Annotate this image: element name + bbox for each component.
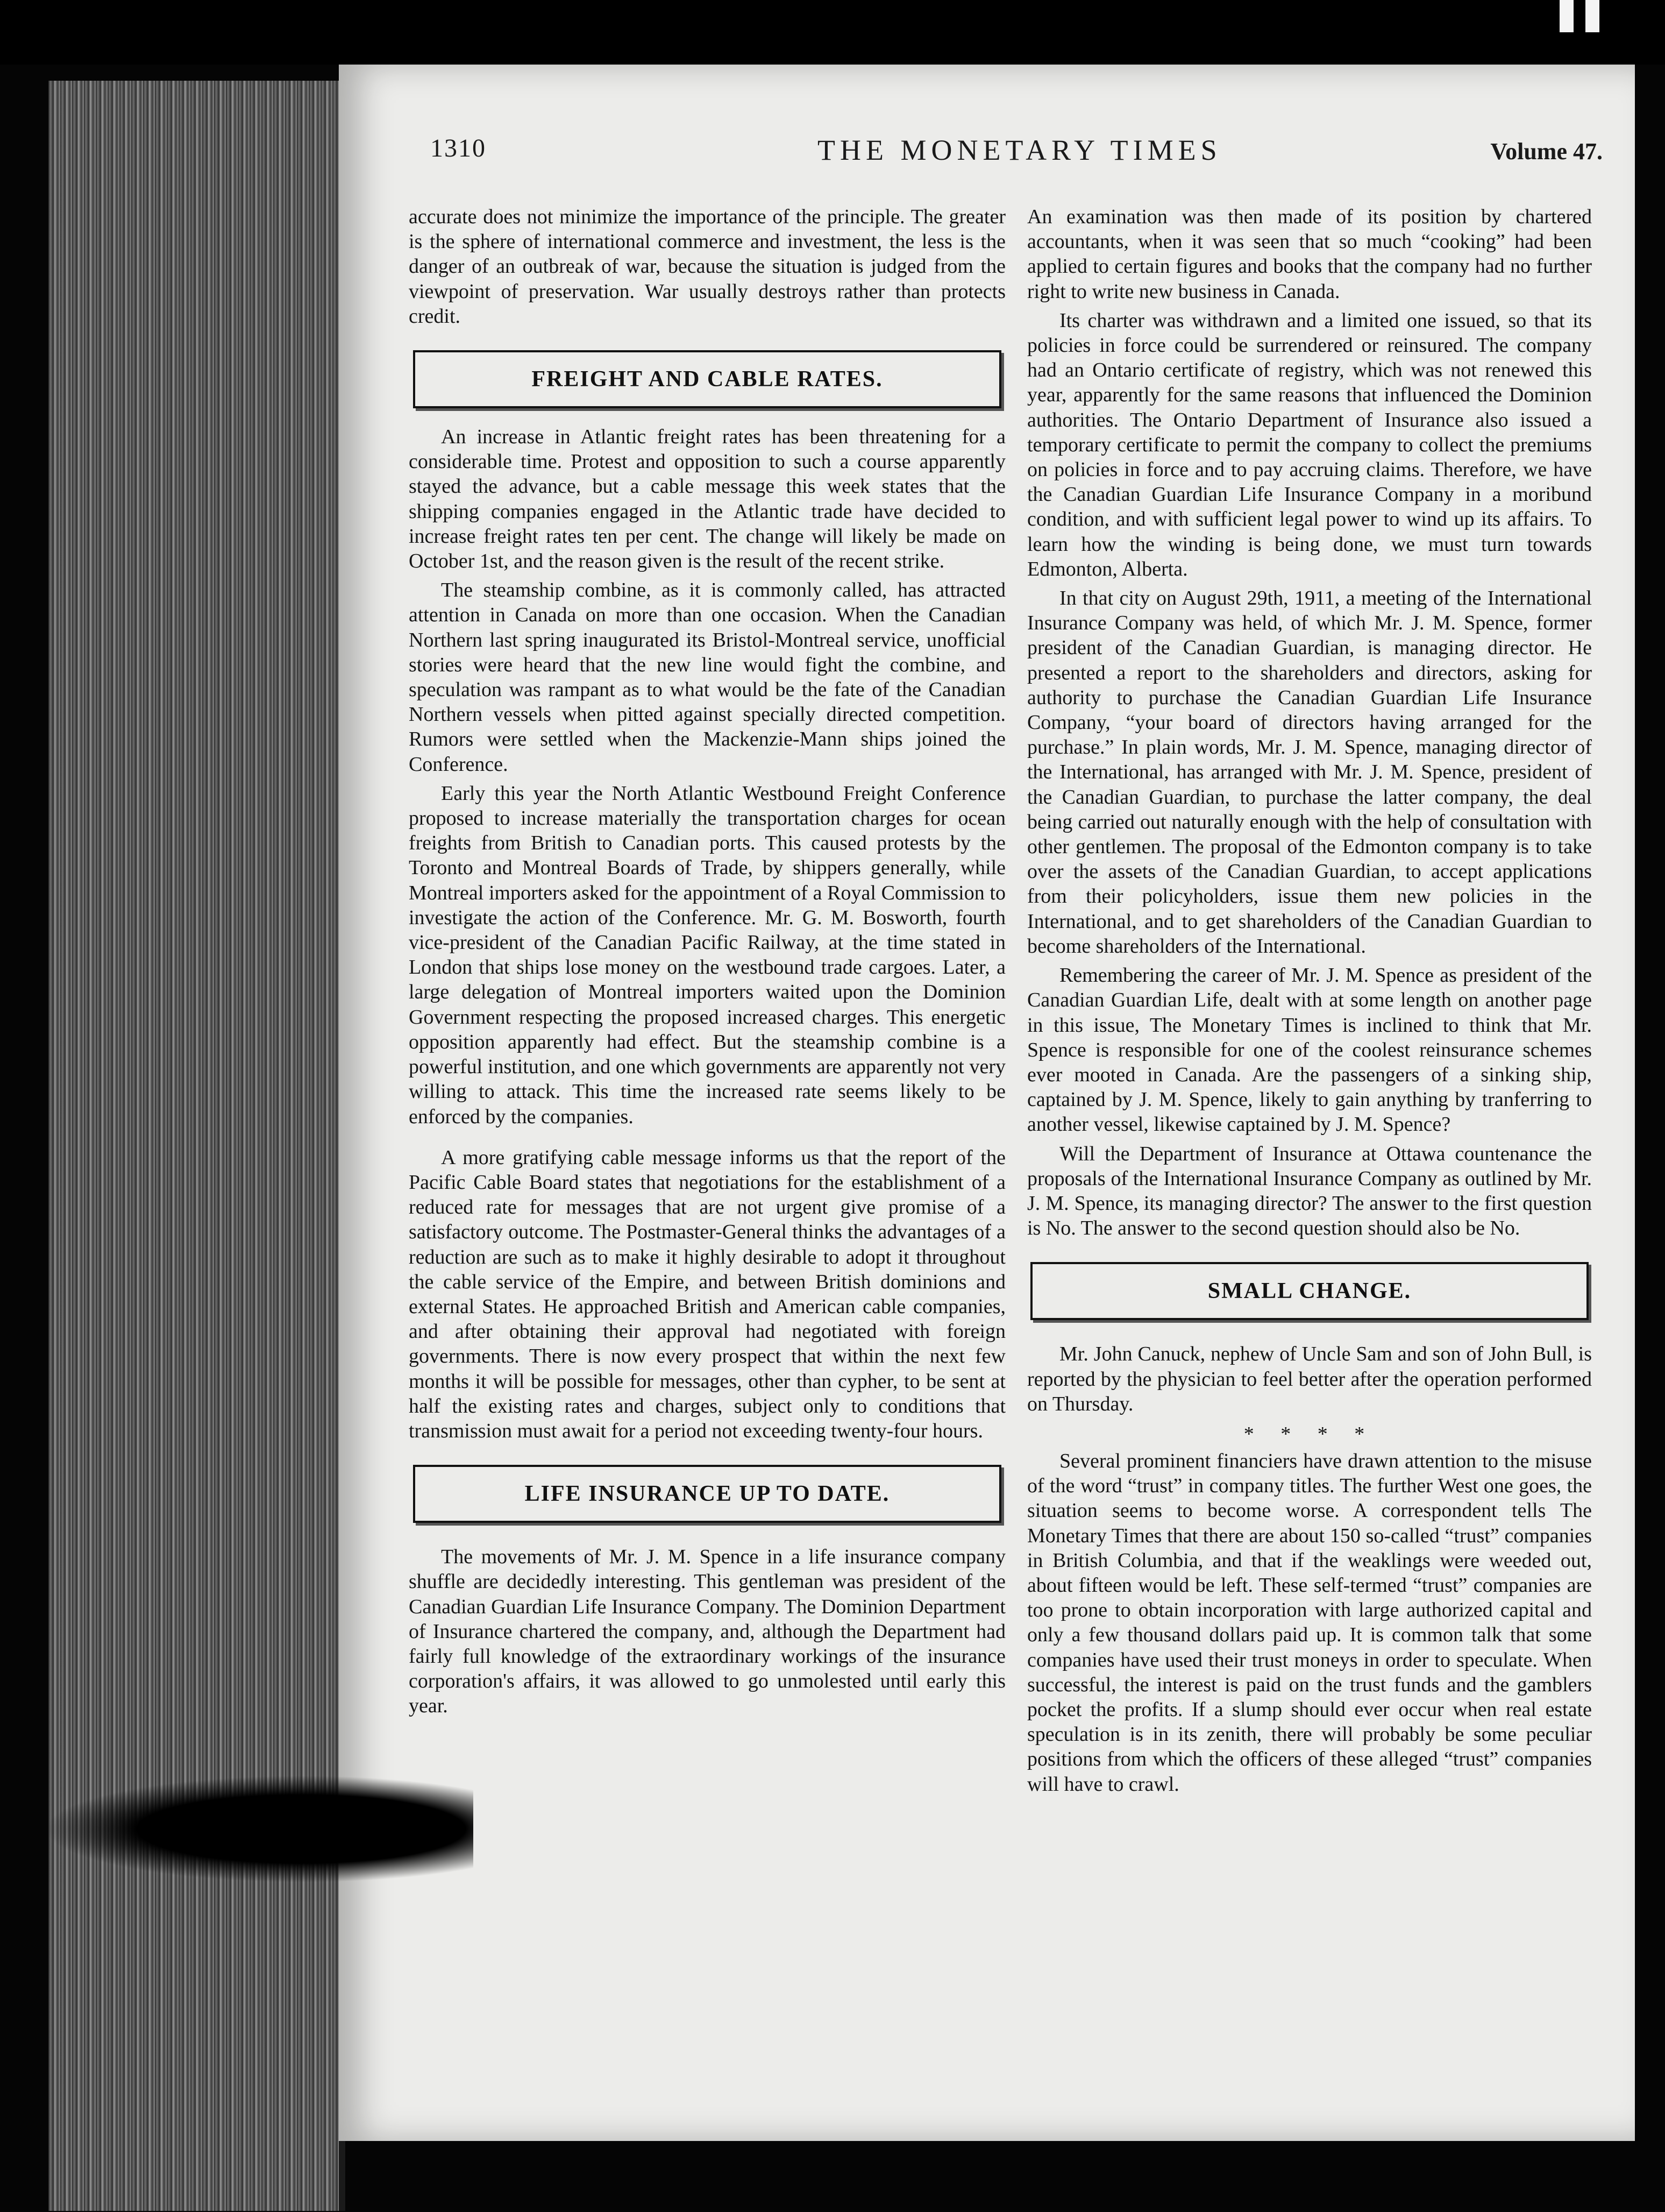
page-number: 1310 (430, 134, 486, 162)
article-paragraph: The movements of Mr. J. M. Spence in a life insurance company shuffle are decidedly interesting. This gentleman was president of the Canadian Guardian Life Insurance Company. The Dominion Department of Insurance chartered the company, and, although the Department had fairly full knowledge of the extraordinary workings of the insurance corporation's affairs, it was allowed to go unmolested until early this year. (409, 1545, 1006, 1718)
right-column (1027, 204, 1592, 1797)
article-paragraph: Its charter was withdrawn and a limited one issued, so that its policies in force could be surrendered or reinsured. The company had an Ontario certificate of registry, which was not renewed this year, apparently for the same reasons that influenced the Dominion authorities. The Ontario Department of Insurance also issued a temporary certificate to permit the company to collect the premiums on policies in force and to pay accruing claims. Therefore, we have the Canadian Guardian Life Insurance Company in a moribund condition, and with sufficient legal power to wind up its affairs. To learn how the winding is being done, we must turn towards Edmonton, Alberta. (1027, 309, 1592, 580)
scan-shadow (43, 1775, 473, 1883)
article-paragraph: Several prominent financiers have drawn attention to the misuse of the word “trust” in company titles. The further West one goes, the situation seems to become worse. A correspondent tells The Monetary Times that there are about 150 so-called “trust” companies in British Columbia, and that if the weaklings were weeded out, about fifteen would be left. These self-termed “trust” companies are too prone to obtain incorporation with large authorized capital and only a few thousand dollars paid up. It is common talk that some companies have used their trust moneys in order to speculate. When successful, the interest is paid on the trust funds and the gamblers pocket the profits. If a slump should ever occur when real estate speculation is in its zenith, there will probably be some peculiar positions from which the officers of these alleged “trust” companies will have to crawl. (1027, 1449, 1592, 1796)
scan-edge-mark (1560, 0, 1574, 32)
volume-label: Volume 47. (1490, 138, 1603, 165)
article-paragraph: Mr. John Canuck, nephew of Uncle Sam and son of John Bull, is reported by the physician to feel better after the operation performed on Thursday. (1027, 1343, 1592, 1415)
article-paragraph: Remembering the career of Mr. J. M. Spence as president of the Canadian Guardian Life, dealt with at some length on another page in this issue, The Monetary Times is inclined to think that Mr. Spence is responsible for one of the coolest reinsurance schemes ever mooted in Canada. Are the passengers of a sinking ship, captained by J. M. Spence, likely to gain anything by tranferring to another vessel, likewise captained by J. M. Spence? (1027, 964, 1592, 1136)
section-separator: * * * * (1243, 1422, 1376, 1445)
book-page-edges (48, 81, 345, 2211)
article-paragraph: An examination was then made of its position by chartered accountants, when it was seen that so much “cooking” had been applied to certain figures and books that the company had no further right to write new business in Canada. (1027, 205, 1592, 303)
article-paragraph: An increase in Atlantic freight rates has been threatening for a considerable time. Protest and opposition to such a course apparently stayed the advance, but a cable message this week states that the shipping companies engaged in the Atlantic trade have decided to increase freight rates ten per cent. The change will likely be made on October 1st, and the reason given is the result of the recent strike. (409, 426, 1006, 573)
article-paragraph: Early this year the North Atlantic Westbound Freight Conference proposed to increase materially the transportation charges for ocean freights from British to Canadian ports. This caused protests by the Toronto and Montreal Boards of Trade, by shippers generally, while Montreal importers asked for the appointment of a Royal Commission to investigate the action of the Conference. Mr. G. M. Bosworth, fourth vice-president of the Canadian Pacific Railway, at the time stated in London that ships lose money on the westbound trade cargoes. Later, a large delegation of Montreal importers waited upon the Dominion Government respecting the proposed increased charges. This energetic opposition apparently had effect. But the steamship combine is a powerful institution, and one which governments are apparently not very willing to attack. This time the increased rate seems likely to be enforced by the companies. (409, 782, 1006, 1128)
scan-dark-border (0, 0, 1665, 65)
scan-edge-mark (1585, 0, 1599, 32)
section-heading-small-change: SMALL CHANGE. (1030, 1262, 1589, 1320)
article-paragraph: A more gratifying cable message informs us that the report of the Pacific Cable Board states that negotiations for the establishment of a reduced rate for messages that are not urgent give promise of a satisfactory outcome. The Postmaster-General thinks the advantages of a reduction are such as to make it highly desirable to adopt it throughout the cable service of the Empire, and between British dominions and external States. He approached British and American cable companies, and after obtaining their approval had negotiated with foreign governments. There is now every prospect that within the next few months it will be possible for messages, other than cypher, to be sent at half the existing rates and charges, subject only to conditions that transmission must await for a period not exceeding twenty-four hours. (409, 1146, 1006, 1442)
article-paragraph: The steamship combine, as it is commonly called, has attracted attention in Canada on more than one occasion. When the Canadian Northern last spring inaugurated its Bristol-Montreal service, unofficial stories were heard that the new line would fight the combine, and speculation was rampant as to what would be the fate of the Canadian Northern vessels when pitted against specially directed competition. Rumors were settled when the Mackenzie-Mann ships joined the Conference. (409, 579, 1006, 776)
intro-paragraph: accurate does not minimize the importance of the principle. The greater is the sphere of international commerce and investment, the less is the danger of an outbreak of war, because the situation is judged from the viewpoint of preservation. War usually destroys rather than protects credit. (409, 205, 1006, 328)
article-paragraph: In that city on August 29th, 1911, a meeting of the International Insurance Company was held, of which Mr. J. M. Spence, former president of the Canadian Guardian, is managing director. He presented a report to the shareholders and directors, asking for authority to purchase the Canadian Guardian Life Insurance Company, “your board of directors having arranged for the purchase.” In plain words, Mr. J. M. Spence, managing director of the International, has arranged with Mr. J. M. Spence, president of the Canadian Guardian, to purchase the latter company, the deal being carried out naturally enough with the help of consultation with other gentlemen. The proposal of the Edmonton company is to take over the assets of the Canadian Guardian, to accept applications from their policyholders, issue them new policies in the International, and to get shareholders of the Canadian Guardian to become shareholders of the International. (1027, 587, 1592, 958)
section-heading-life-insurance: LIFE INSURANCE UP TO DATE. (413, 1465, 1001, 1523)
article-paragraph: Will the Department of Insurance at Ottawa countenance the proposals of the International Insurance Company as outlined by Mr. J. M. Spence, its managing director? The answer to the first question is No. The answer to the second question should also be No. (1027, 1142, 1592, 1240)
left-column (409, 204, 1006, 1719)
section-heading-freight: FREIGHT AND CABLE RATES. (413, 350, 1001, 408)
journal-title: THE MONETARY TIMES (817, 134, 1222, 166)
page-header (430, 133, 1603, 176)
